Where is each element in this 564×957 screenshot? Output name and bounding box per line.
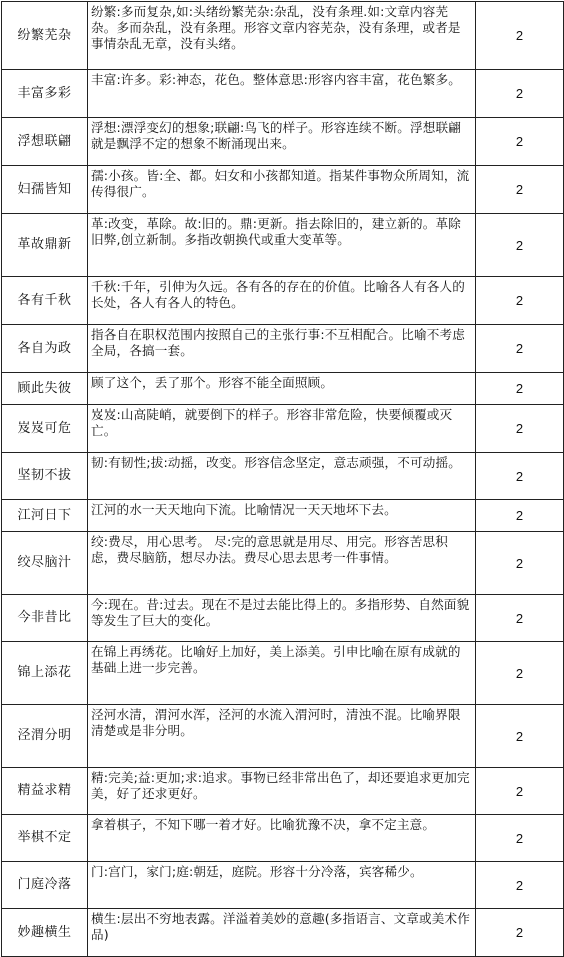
idiom-cell: 精益求精 [2,768,88,815]
table-row [2,325,564,373]
table-row [2,815,564,862]
definition-cell: 横生:层出不穷地表露。洋溢着美妙的意趣(多指语言、文章或美术作品) [88,909,476,957]
idiom-cell: 浮想联翩 [2,118,88,166]
table-row [2,166,564,214]
score-cell: 2 [476,453,564,500]
idiom-cell: 今非昔比 [2,595,88,642]
idiom-cell: 纷繁芜杂 [2,2,88,70]
definition-cell: 孺:小孩。皆:全、都。妇女和小孩都知道。指某件事物众所周知，流传得很广。 [88,166,476,214]
table-row [2,595,564,642]
idiom-cell: 顾此失彼 [2,373,88,405]
table-row [2,705,564,768]
definition-cell: 指各自在职权范围内按照自己的主张行事:不互相配合。比喻不考虑全局，各搞一套。 [88,325,476,373]
score-cell: 2 [476,862,564,909]
definition-cell: 纷繁:多而复杂,如:头绪纷繁芜杂:杂乱，没有条理.如:文章内容芜杂。多而杂乱，没有条理。形容文章内容芜杂，没有条理，或者是事情杂乱无章，没有头绪。 [88,2,476,70]
idiom-cell: 锦上添花 [2,642,88,705]
score-cell: 2 [476,532,564,595]
score-cell: 2 [476,405,564,453]
table-row [2,70,564,118]
definition-cell: 顾了这个，丢了那个。形容不能全面照顾。 [88,373,476,405]
score-cell: 2 [476,815,564,862]
definition-cell: 浮想:漂浮变幻的想象;联翩:鸟飞的样子。形容连续不断。浮想联翩就是飘浮不定的想象不断涌现出来。 [88,118,476,166]
score-cell: 2 [476,909,564,957]
score-cell: 2 [476,118,564,166]
table-row [2,2,564,70]
definition-cell: 门:宫门，家门;庭:朝廷，庭院。形容十分冷落，宾客稀少。 [88,862,476,909]
definition-cell: 韧:有韧性;拔:动摇，改变。形容信念坚定，意志顽强，不可动摇。 [88,453,476,500]
score-cell: 2 [476,642,564,705]
definition-cell: 今:现在。昔:过去。现在不是过去能比得上的。多指形势、自然面貌等发生了巨大的变化。 [88,595,476,642]
idiom-cell: 举棋不定 [2,815,88,862]
idiom-cell: 各自为政 [2,325,88,373]
idiom-cell: 革故鼎新 [2,214,88,277]
definition-cell: 精:完美;益:更加;求:追求。事物已经非常出色了，却还要追求更加完美，好了还求更好。 [88,768,476,815]
idiom-cell: 各有千秋 [2,277,88,325]
table-row [2,862,564,909]
table-row [2,214,564,277]
score-cell: 2 [476,2,564,70]
table-row [2,373,564,405]
definition-cell: 拿着棋子，不知下哪一着才好。比喻犹豫不决，拿不定主意。 [88,815,476,862]
idiom-cell: 丰富多彩 [2,70,88,118]
definition-cell: 绞:费尽，用心思考。 尽:完的意思就是用尽、用完。形容苦思积虑，费尽脑筋，想尽办法。费尽心思去思考一件事情。 [88,532,476,595]
idiom-cell: 妙趣横生 [2,909,88,957]
table-row [2,500,564,532]
idiom-cell: 坚韧不拔 [2,453,88,500]
score-cell: 2 [476,500,564,532]
idiom-cell: 绞尽脑汁 [2,532,88,595]
definition-cell: 泾河水清，渭河水浑，泾河的水流入渭河时，清浊不混。比喻界限清楚或是非分明。 [88,705,476,768]
idiom-cell: 岌岌可危 [2,405,88,453]
table-row [2,532,564,595]
table-row [2,642,564,705]
definition-cell: 岌岌:山高陡峭，就要倒下的样子。形容非常危险，快要倾覆或灭亡。 [88,405,476,453]
table-row [2,405,564,453]
table-body [2,2,564,957]
score-cell: 2 [476,768,564,815]
idiom-cell: 妇孺皆知 [2,166,88,214]
score-cell: 2 [476,214,564,277]
definition-cell: 在锦上再绣花。比喻好上加好，美上添美。引申比喻在原有成就的基础上进一步完善。 [88,642,476,705]
definition-cell: 革:改变，革除。故:旧的。鼎:更新。指去除旧的，建立新的。革除旧弊,创立新制。多指改朝换代或重大变革等。 [88,214,476,277]
score-cell: 2 [476,373,564,405]
idiom-cell: 江河日下 [2,500,88,532]
score-cell: 2 [476,70,564,118]
idiom-table [1,1,564,957]
table-row [2,118,564,166]
idiom-cell: 泾渭分明 [2,705,88,768]
score-cell: 2 [476,277,564,325]
score-cell: 2 [476,325,564,373]
definition-cell: 江河的水一天天地向下流。比喻情况一天天地坏下去。 [88,500,476,532]
table-row [2,453,564,500]
idiom-cell: 门庭冷落 [2,862,88,909]
score-cell: 2 [476,166,564,214]
score-cell: 2 [476,595,564,642]
definition-cell: 丰富:许多。彩:神态，花色。整体意思:形容内容丰富，花色繁多。 [88,70,476,118]
table-row [2,277,564,325]
definition-cell: 千秋:千年，引伸为久远。各有各的存在的价值。比喻各人有各人的长处，各人有各人的特色。 [88,277,476,325]
score-cell: 2 [476,705,564,768]
table-row [2,768,564,815]
table-row [2,909,564,957]
